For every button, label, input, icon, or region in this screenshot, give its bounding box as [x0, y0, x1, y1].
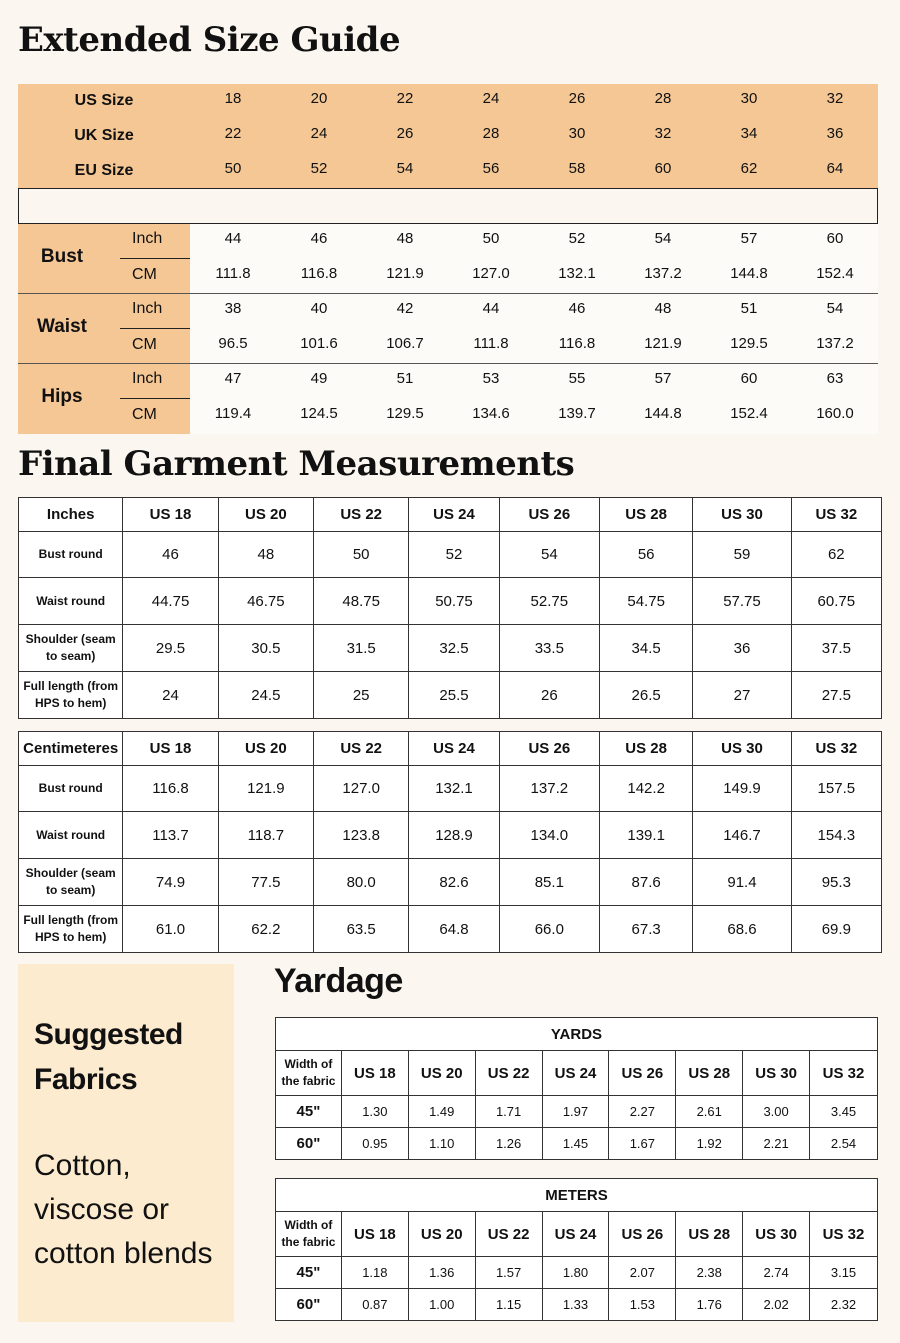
fabric-width-label: 60" — [276, 1289, 342, 1321]
table-cell: 1.36 — [408, 1257, 475, 1289]
cm-value: 152.4 — [816, 265, 854, 282]
table-cell: 25 — [314, 672, 409, 719]
cm-value: 139.7 — [558, 405, 596, 422]
table-cell: 1.26 — [475, 1128, 542, 1160]
measure-label-bust — [18, 224, 190, 294]
measure-name: Hips — [41, 386, 83, 407]
table-cell: 91.4 — [693, 859, 791, 906]
table-cell: 50.75 — [409, 578, 499, 625]
size-column-header: US 30 — [693, 498, 791, 532]
inch-value: 42 — [396, 300, 414, 317]
measure-label-hips — [18, 364, 190, 434]
inch-value: 51 — [396, 370, 414, 387]
cm-value: 129.5 — [730, 335, 768, 352]
unit-inch-label: Inch — [132, 230, 163, 247]
eu-size-value: 54 — [396, 160, 414, 177]
table-cell: 80.0 — [314, 859, 409, 906]
table-cell: 3.45 — [810, 1096, 878, 1128]
table-cell: 66.0 — [499, 906, 599, 953]
table-cell: 61.0 — [123, 906, 218, 953]
table-cell: 52 — [409, 532, 499, 578]
table-cell: 3.00 — [743, 1096, 810, 1128]
table-row — [276, 1289, 878, 1321]
cm-value: 111.8 — [215, 265, 251, 282]
size-column-header: US 18 — [123, 732, 218, 766]
yards-table — [275, 1017, 878, 1160]
unit-inch-label: Inch — [132, 370, 163, 387]
measure-label-waist — [18, 294, 190, 364]
table-cell: 1.49 — [408, 1096, 475, 1128]
size-column-header: US 32 — [810, 1212, 878, 1257]
eu-size-value: 60 — [654, 160, 672, 177]
us-size-value: 20 — [310, 90, 328, 107]
unit-cm-label: CM — [132, 266, 157, 283]
inch-value: 46 — [568, 300, 586, 317]
size-column-header: US 28 — [600, 732, 693, 766]
cm-value: 96.5 — [218, 335, 248, 352]
table-corner-label: Inches — [19, 498, 123, 532]
table-cell: 67.3 — [600, 906, 693, 953]
measure-values-bust — [190, 224, 878, 294]
table-cell: 123.8 — [314, 812, 409, 859]
table-cell: 46.75 — [218, 578, 313, 625]
table-cell: 30.5 — [218, 625, 313, 672]
eu-size-row — [18, 154, 878, 189]
fabric-width-label: 60" — [276, 1128, 342, 1160]
table-row — [19, 906, 882, 953]
table-cell: 1.53 — [609, 1289, 676, 1321]
table-cell: 128.9 — [409, 812, 499, 859]
table-cell: 62 — [791, 532, 881, 578]
table-cell: 74.9 — [123, 859, 218, 906]
measure-values-hips — [190, 364, 878, 434]
cm-value: 137.2 — [816, 335, 854, 352]
table-cell: 44.75 — [123, 578, 218, 625]
row-label: Full length (from HPS to hem) — [19, 906, 123, 953]
table-cell: 48 — [218, 532, 313, 578]
table-cell: 1.18 — [341, 1257, 408, 1289]
unit-cm-label: CM — [132, 336, 157, 353]
size-column-header: US 20 — [408, 1051, 475, 1096]
table-cell: 1.10 — [408, 1128, 475, 1160]
size-guide-divider-band — [18, 188, 878, 224]
table-cell: 48.75 — [314, 578, 409, 625]
size-column-header: US 24 — [409, 498, 499, 532]
cm-value: 134.6 — [472, 405, 510, 422]
fabric-width-label: 45" — [276, 1257, 342, 1289]
size-column-header: US 18 — [341, 1051, 408, 1096]
eu-size-value: 50 — [224, 160, 242, 177]
table-cell: 32.5 — [409, 625, 499, 672]
table-cell: 1.33 — [542, 1289, 609, 1321]
eu-size-value: 64 — [826, 160, 844, 177]
eu-size-value: 62 — [740, 160, 758, 177]
table-cell: 95.3 — [791, 859, 881, 906]
uk-size-value: 34 — [740, 125, 758, 142]
table-cell: 2.07 — [609, 1257, 676, 1289]
inch-value: 51 — [740, 300, 758, 317]
inch-value: 57 — [740, 230, 758, 247]
size-column-header: US 30 — [743, 1051, 810, 1096]
fabric-width-label: 45" — [276, 1096, 342, 1128]
eu-size-value: 52 — [310, 160, 328, 177]
table-cell: 2.21 — [743, 1128, 810, 1160]
inch-value: 55 — [568, 370, 586, 387]
uk-size-value: 36 — [826, 125, 844, 142]
table-corner-label: Centimeteres — [19, 732, 123, 766]
table-cell: 1.57 — [475, 1257, 542, 1289]
size-column-header: US 24 — [409, 732, 499, 766]
table-cell: 56 — [600, 532, 693, 578]
cm-value: 116.8 — [558, 335, 596, 352]
size-column-header: US 26 — [499, 732, 599, 766]
size-column-header: US 22 — [314, 498, 409, 532]
garment-title: Final Garment Measurements — [18, 444, 575, 484]
table-cell: 87.6 — [600, 859, 693, 906]
table-cell: 1.30 — [341, 1096, 408, 1128]
table-cell: 1.97 — [542, 1096, 609, 1128]
size-conversion-band — [18, 84, 878, 188]
table-cell: 1.76 — [676, 1289, 743, 1321]
table-cell: 36 — [693, 625, 791, 672]
fabrics-title: Suggested Fabrics — [34, 1018, 183, 1096]
table-row — [19, 532, 882, 578]
cm-value: 101.6 — [300, 335, 338, 352]
cm-value: 144.8 — [644, 405, 682, 422]
table-row — [276, 1128, 878, 1160]
inch-value: 48 — [396, 230, 414, 247]
table-cell: 0.95 — [341, 1128, 408, 1160]
table-row — [19, 859, 882, 906]
table-row — [19, 766, 882, 812]
uk-size-label: UK Size — [74, 127, 134, 144]
us-size-value: 32 — [826, 90, 844, 107]
size-column-header: US 22 — [314, 732, 409, 766]
table-cell: 34.5 — [600, 625, 693, 672]
cm-value: 132.1 — [558, 265, 596, 282]
table-cell: 146.7 — [693, 812, 791, 859]
table-cell: 139.1 — [600, 812, 693, 859]
us-size-value: 18 — [224, 90, 242, 107]
row-label: Bust round — [19, 532, 123, 578]
cm-value: 144.8 — [730, 265, 768, 282]
measure-name: Waist — [37, 316, 87, 337]
cm-value: 106.7 — [386, 335, 424, 352]
table-cell: 60.75 — [791, 578, 881, 625]
us-size-value: 28 — [654, 90, 672, 107]
uk-size-value: 22 — [224, 125, 242, 142]
table-cell: 82.6 — [409, 859, 499, 906]
table-cell: 2.38 — [676, 1257, 743, 1289]
table-cell: 33.5 — [499, 625, 599, 672]
table-cell: 52.75 — [499, 578, 599, 625]
table-cell: 64.8 — [409, 906, 499, 953]
table-cell: 62.2 — [218, 906, 313, 953]
cm-value: 121.9 — [386, 265, 424, 282]
size-column-header: US 28 — [600, 498, 693, 532]
cm-value: 160.0 — [816, 405, 854, 422]
width-of-fabric-label: Width of the fabric — [276, 1051, 342, 1096]
table-cell: 27.5 — [791, 672, 881, 719]
size-column-header: US 24 — [542, 1051, 609, 1096]
yardage-unit-title: YARDS — [276, 1018, 878, 1051]
table-cell: 59 — [693, 532, 791, 578]
row-label: Full length (from HPS to hem) — [19, 672, 123, 719]
eu-size-value: 56 — [482, 160, 500, 177]
table-cell: 149.9 — [693, 766, 791, 812]
inch-value: 53 — [482, 370, 500, 387]
size-column-header: US 28 — [676, 1212, 743, 1257]
size-column-header: US 18 — [123, 498, 218, 532]
table-cell: 50 — [314, 532, 409, 578]
inch-value: 52 — [568, 230, 586, 247]
size-column-header: US 20 — [218, 732, 313, 766]
inch-value: 44 — [482, 300, 500, 317]
inch-value: 63 — [826, 370, 844, 387]
inch-value: 57 — [654, 370, 672, 387]
table-cell: 2.61 — [676, 1096, 743, 1128]
table-row — [19, 625, 882, 672]
cm-value: 111.8 — [473, 335, 509, 352]
table-cell: 68.6 — [693, 906, 791, 953]
table-cell: 1.80 — [542, 1257, 609, 1289]
inch-value: 60 — [740, 370, 758, 387]
row-label: Shoulder (seam to seam) — [19, 859, 123, 906]
table-cell: 29.5 — [123, 625, 218, 672]
size-column-header: US 32 — [791, 732, 881, 766]
cm-value: 127.0 — [472, 265, 510, 282]
table-cell: 77.5 — [218, 859, 313, 906]
us-size-value: 30 — [740, 90, 758, 107]
inch-value: 47 — [224, 370, 242, 387]
table-cell: 1.67 — [609, 1128, 676, 1160]
cm-value: 129.5 — [386, 405, 424, 422]
table-cell: 54.75 — [600, 578, 693, 625]
table-cell: 24 — [123, 672, 218, 719]
unit-divider — [120, 258, 190, 259]
row-label: Bust round — [19, 766, 123, 812]
table-row — [19, 578, 882, 625]
inch-value: 60 — [826, 230, 844, 247]
table-cell: 69.9 — [791, 906, 881, 953]
table-cell: 24.5 — [218, 672, 313, 719]
table-cell: 26.5 — [600, 672, 693, 719]
measure-name: Bust — [40, 246, 84, 267]
cm-value: 121.9 — [644, 335, 682, 352]
table-cell: 2.27 — [609, 1096, 676, 1128]
unit-divider — [120, 328, 190, 329]
inch-value: 54 — [654, 230, 672, 247]
us-size-value: 22 — [396, 90, 414, 107]
measure-values-waist — [190, 294, 878, 364]
size-guide-title: Extended Size Guide — [18, 20, 401, 60]
fabrics-body: Cotton, viscose or cotton blends — [34, 1149, 213, 1270]
table-cell: 127.0 — [314, 766, 409, 812]
table-cell: 31.5 — [314, 625, 409, 672]
cm-value: 116.8 — [300, 265, 338, 282]
table-cell: 2.32 — [810, 1289, 878, 1321]
row-label: Waist round — [19, 578, 123, 625]
table-cell: 1.92 — [676, 1128, 743, 1160]
cm-value: 119.4 — [214, 405, 252, 422]
inch-value: 38 — [224, 300, 242, 317]
us-size-label: US Size — [74, 92, 134, 109]
table-cell: 37.5 — [791, 625, 881, 672]
table-cell: 157.5 — [791, 766, 881, 812]
unit-divider — [120, 398, 190, 399]
size-column-header: US 18 — [341, 1212, 408, 1257]
inch-value: 48 — [654, 300, 672, 317]
table-cell: 132.1 — [409, 766, 499, 812]
table-cell: 137.2 — [499, 766, 599, 812]
inch-value: 46 — [310, 230, 328, 247]
table-cell: 0.87 — [341, 1289, 408, 1321]
table-cell: 2.74 — [743, 1257, 810, 1289]
width-of-fabric-label: Width of the fabric — [276, 1212, 342, 1257]
table-cell: 1.45 — [542, 1128, 609, 1160]
inch-value: 49 — [310, 370, 328, 387]
table-cell: 27 — [693, 672, 791, 719]
table-cell: 85.1 — [499, 859, 599, 906]
table-cell: 116.8 — [123, 766, 218, 812]
cm-value: 124.5 — [300, 405, 338, 422]
table-row — [276, 1096, 878, 1128]
size-column-header: US 20 — [218, 498, 313, 532]
size-column-header: US 24 — [542, 1212, 609, 1257]
row-label: Waist round — [19, 812, 123, 859]
size-column-header: US 22 — [475, 1212, 542, 1257]
inch-value: 44 — [224, 230, 242, 247]
size-column-header: US 22 — [475, 1051, 542, 1096]
table-cell: 25.5 — [409, 672, 499, 719]
inch-value: 50 — [482, 230, 500, 247]
table-cell: 46 — [123, 532, 218, 578]
us-size-value: 26 — [568, 90, 586, 107]
meters-table — [275, 1178, 878, 1321]
table-cell: 1.71 — [475, 1096, 542, 1128]
eu-size-value: 58 — [568, 160, 586, 177]
table-row — [19, 812, 882, 859]
garment-cm-table — [18, 731, 882, 953]
cm-value: 152.4 — [730, 405, 768, 422]
table-cell: 54 — [499, 532, 599, 578]
size-column-header: US 26 — [609, 1051, 676, 1096]
table-row — [19, 672, 882, 719]
table-cell: 154.3 — [791, 812, 881, 859]
size-column-header: US 30 — [693, 732, 791, 766]
yardage-unit-title: METERS — [276, 1179, 878, 1212]
garment-inches-table — [18, 497, 882, 719]
cm-value: 137.2 — [644, 265, 682, 282]
table-cell: 1.00 — [408, 1289, 475, 1321]
us-size-row — [18, 84, 878, 119]
size-column-header: US 26 — [609, 1212, 676, 1257]
table-cell: 118.7 — [218, 812, 313, 859]
yardage-title: Yardage — [274, 962, 403, 1000]
table-cell: 2.02 — [743, 1289, 810, 1321]
table-row — [276, 1257, 878, 1289]
suggested-fabrics-panel — [18, 964, 234, 1322]
table-cell: 2.54 — [810, 1128, 878, 1160]
uk-size-value: 32 — [654, 125, 672, 142]
size-column-header: US 20 — [408, 1212, 475, 1257]
eu-size-label: EU Size — [74, 162, 134, 179]
size-column-header: US 32 — [791, 498, 881, 532]
size-column-header: US 26 — [499, 498, 599, 532]
uk-size-row — [18, 119, 878, 154]
uk-size-value: 24 — [310, 125, 328, 142]
size-column-header: US 28 — [676, 1051, 743, 1096]
row-label: Shoulder (seam to seam) — [19, 625, 123, 672]
us-size-value: 24 — [482, 90, 500, 107]
inch-value: 54 — [826, 300, 844, 317]
table-cell: 63.5 — [314, 906, 409, 953]
unit-inch-label: Inch — [132, 300, 163, 317]
size-column-header: US 30 — [743, 1212, 810, 1257]
table-cell: 3.15 — [810, 1257, 878, 1289]
uk-size-value: 26 — [396, 125, 414, 142]
table-cell: 26 — [499, 672, 599, 719]
table-cell: 1.15 — [475, 1289, 542, 1321]
table-cell: 57.75 — [693, 578, 791, 625]
size-column-header: US 32 — [810, 1051, 878, 1096]
uk-size-value: 28 — [482, 125, 500, 142]
uk-size-value: 30 — [568, 125, 586, 142]
inch-value: 40 — [310, 300, 328, 317]
table-cell: 113.7 — [123, 812, 218, 859]
table-cell: 121.9 — [218, 766, 313, 812]
unit-cm-label: CM — [132, 406, 157, 423]
table-cell: 134.0 — [499, 812, 599, 859]
table-cell: 142.2 — [600, 766, 693, 812]
